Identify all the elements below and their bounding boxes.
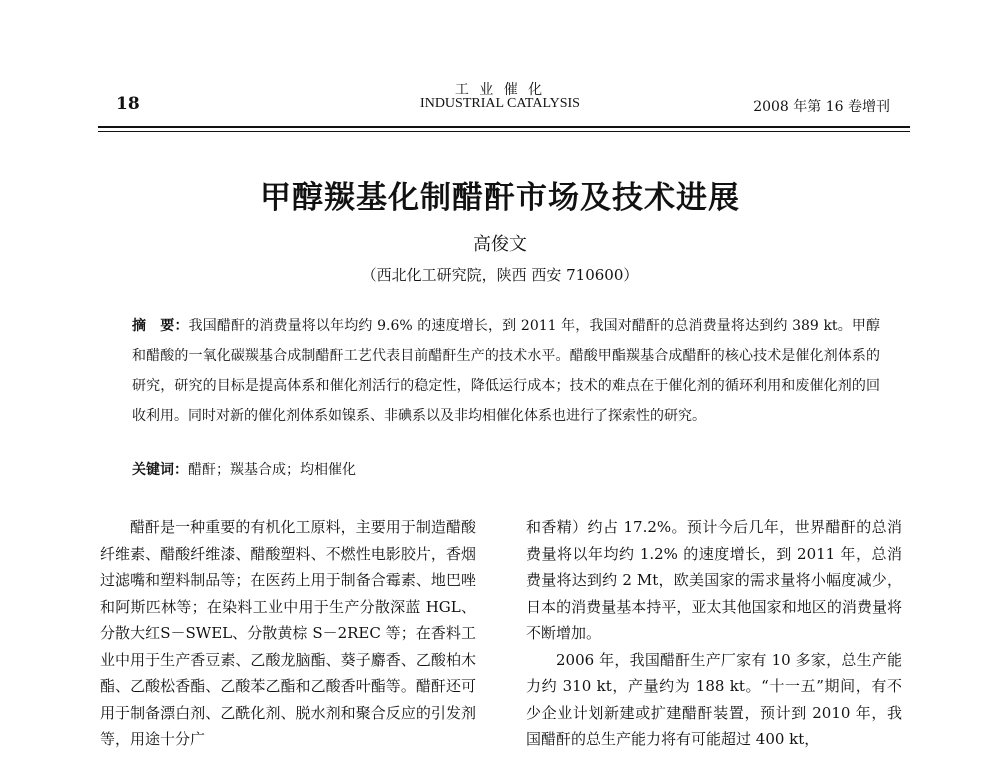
- issue-info: 2008 年第 16 卷增刊: [753, 99, 890, 115]
- article-title: 甲醇羰基化制醋酐市场及技术进展: [260, 180, 740, 216]
- keywords: [132, 459, 880, 479]
- abstract: [132, 311, 880, 431]
- body-paragraph: 和香精）约占 17.2%。预计今后几年，世界醋酐的总消费量将以年均约 1.2% 的速度增长，到 2011 年，总消费量将达到约 2 Mt，欧美国家的需求量将小幅度减少，日本的消费量基本持平，亚太其他国家和地区的消费量将不断增加。: [526, 518, 902, 642]
- article-affiliation: （西北化工研究院，陕西 西安 710600）: [361, 266, 639, 284]
- header-rule-thick: [98, 126, 910, 128]
- body-column-right: [526, 514, 902, 753]
- article-author: 高俊文: [473, 234, 527, 255]
- journal-title-en: INDUSTRIAL CATALYSIS: [420, 96, 580, 111]
- body-paragraph: 2006 年，我国醋酐生产厂家有 10 多家，总生产能力约 310 kt，产量约为 188 kt。“十一五”期间，有不少企业计划新建或扩建醋酐装置，预计到 2010 年，我国醋酐的总生产能力将有可能超过 400 kt，: [526, 650, 902, 748]
- body-paragraph: 醋酐是一种重要的有机化工原料，主要用于制造醋酸纤维素、醋酸纤维漆、醋酸塑料、不燃性电影胶片，香烟过滤嘴和塑料制品等；在医药上用于制备合霉素、地巴唑和阿斯匹林等；在染料工业中用于生产分散深蓝 HGL、分散大红S－SWEL、分散黄棕 S－2REC 等；在香料工业中用于生产香豆素、乙酸龙脑酯、葵子麝香、乙酸柏木酯、乙酸松香酯、乙酸苯乙酯和乙酸香叶酯等。醋酐还可用于制备漂白剂、乙酰化剂、脱水剂和聚合反应的引发剂等，用途十分广: [100, 518, 476, 748]
- page-number: 18: [116, 94, 140, 114]
- keywords-label: 关键词：: [132, 462, 188, 478]
- abstract-label: 摘 要：: [132, 318, 189, 334]
- journal-title-cn: 工 业 催 化: [454, 82, 546, 98]
- body-column-left: [100, 514, 476, 753]
- keywords-text: 醋酐；羰基合成；均相催化: [188, 462, 356, 478]
- abstract-text: 我国醋酐的消费量将以年均约 9.6% 的速度增长，到 2011 年，我国对醋酐的总消费量将达到约 389 kt。甲醇和醋酸的一氧化碳羰基合成制醋酐工艺代表目前醋酐生产的技术水平。醋酸甲酯羰基合成醋酐的核心技术是催化剂体系的研究，研究的目标是提高体系和催化剂活行的稳定性，降低运行成本；技术的难点在于催化剂的循环利用和废催化剂的回收利用。同时对新的催化剂体系如镍系、非碘系以及非均相催化体系也进行了探索性的研究。: [132, 318, 880, 424]
- header-rule-thin: [98, 131, 910, 132]
